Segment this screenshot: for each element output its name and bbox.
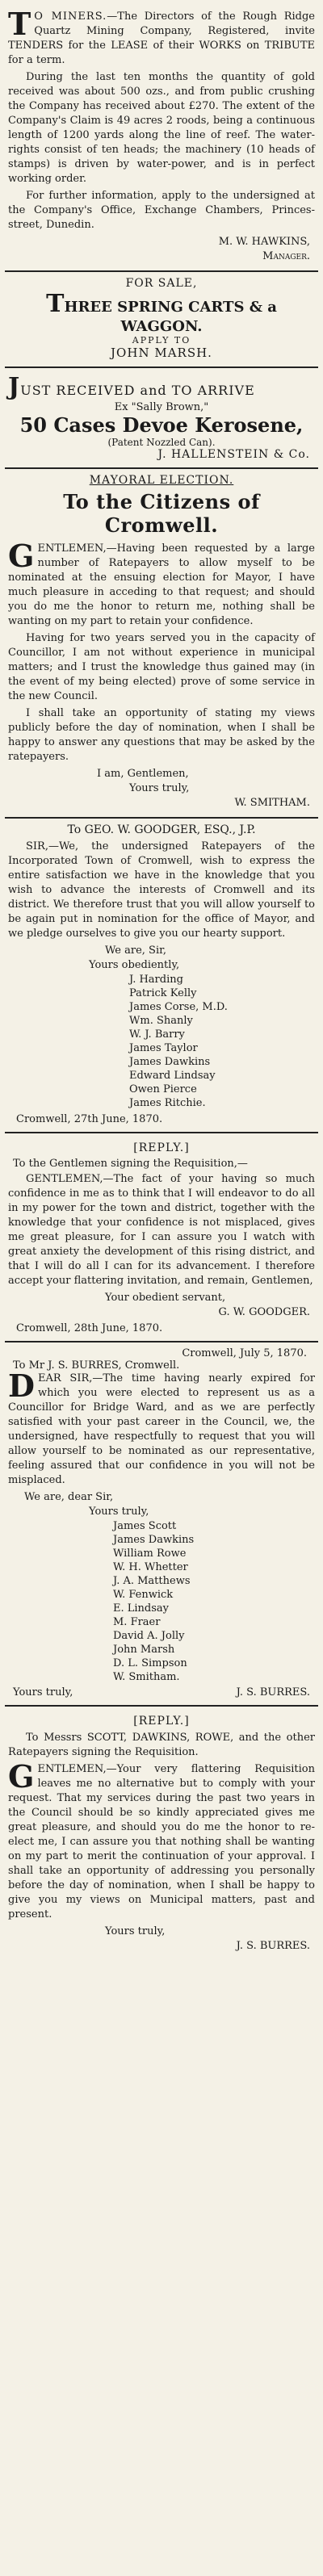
- closing: I am, Gentlemen,: [97, 768, 189, 780]
- ship-line: Ex "Sally Brown,": [114, 401, 209, 413]
- election-paragraph-2: Having for two years served you in the capacity of Councillor, I am not without experience in municipal matters; and I trust the knowledge thus gained may (in the event of my being elected) prove of some service in the new Council.: [8, 632, 315, 702]
- signatory-name: Edward Lindsay: [129, 1070, 216, 1082]
- closing: Yours truly,: [105, 1925, 166, 1937]
- kerosene-headline: 50 Cases Devoe Kerosene,: [19, 413, 304, 437]
- addressee: To the Gentlemen signing the Requisition,—: [13, 1158, 248, 1170]
- addressee: To Mr J. S. BURRES, Cromwell.: [13, 1359, 180, 1372]
- mayoral-election-ad: [5, 469, 318, 819]
- sale-item-text: HREE SPRING CARTS & a WAGGON.: [64, 299, 277, 335]
- dateline: Cromwell, July 5, 1870.: [182, 1347, 307, 1359]
- signatory-name: James Dawkins: [113, 1534, 195, 1546]
- signatory-name: W. Fenwick: [113, 1589, 174, 1601]
- ad-heading: O MINERS.: [34, 10, 107, 23]
- signatory-name: Owen Pierce: [129, 1083, 197, 1095]
- merchant-name: J. HALLENSTEIN & Co.: [157, 448, 310, 461]
- signatory-name: D. L. Simpson: [113, 1657, 187, 1669]
- burres-reply: [5, 1707, 318, 1960]
- kerosene-subline: (Patent Nozzled Can).: [107, 437, 216, 448]
- reply-paragraph: GENTLEMEN,—The fact of your having so much confidence in me as to think that I will endeavor to do all in my power for the town and district, together with the knowledge that your confidence is not misplaced, gives me great pleasure, for I can assure you I watch with great anxiety the development of this rising district, and that I will do all I can for its advancement. I therefore accept your flattering invitation, and remain, Gentlemen,: [8, 1173, 315, 1287]
- we-are: We are, dear Sir,: [24, 1491, 114, 1503]
- addressee: To GEO. W. GOODGER, ESQ., J.P.: [67, 823, 256, 836]
- signatory-name: E. Lindsay: [113, 1602, 170, 1615]
- signatory-name: William Rowe: [113, 1548, 187, 1560]
- dateline: Cromwell, 27th June, 1870.: [16, 1113, 163, 1125]
- closing-2: Yours truly,: [129, 782, 190, 794]
- mining-paragraph-3: For further information, apply to the undersigned at the Company's Office, Exchange Chambers, Princes-street, Dunedin.: [8, 190, 315, 231]
- sale-item: [8, 290, 315, 335]
- dropcap: G: [8, 538, 35, 574]
- signature: M. W. HAWKINS,: [218, 236, 310, 248]
- signatory-name: James Dawkins: [129, 1056, 211, 1068]
- reply-label: [REPLY.]: [133, 1141, 190, 1154]
- signature-title: Manager.: [262, 250, 310, 262]
- reply-paragraph: [8, 1758, 315, 1922]
- closing: Yours truly,: [13, 1686, 73, 1698]
- we-are: We are, Sir,: [105, 945, 167, 957]
- goodger-requisition: [5, 819, 318, 1133]
- goodger-reply: [5, 1133, 318, 1342]
- requisition-paragraph: SIR,—We, the undersigned Ratepayers of the Incorporated Town of Cromwell, wish to express the entire satisfaction we have in the knowledge that you wish to advance the interests of Cromwell and its district. We therefore trust that you will allow yourself to be again put in nomination for the office of Mayor, and we pledge ourselves to give you our hearty support.: [8, 840, 315, 940]
- signature: G. W. GOODGER.: [218, 1306, 310, 1318]
- signatory-name: Patrick Kelly: [129, 987, 197, 999]
- paragraph-text: ENTLEMEN,—Having been requested by a large number of Ratepayers to allow myself to be nominated at the ensuing election for Mayor, I have much pleasure in acceding to that request; and should you do me the honor to return me, nothing shall be wanting on my part to retain your confidence.: [8, 542, 315, 627]
- for-sale-ad: [5, 272, 318, 368]
- ad-heading: [8, 373, 315, 401]
- dropcap: T: [8, 6, 31, 42]
- closing: Your obedient servant,: [105, 1292, 226, 1304]
- mining-tender-ad: [5, 5, 318, 272]
- paragraph-text: EAR SIR,—The time having nearly expired for which you were elected to represent us as a Councillor for Bridge Ward, and as we are perfectly satisfied with your past career in the Council, we, the undersigned, have respectfully to request that you will allow yourself to be nominated as our representative, feeling assured that our confidence in you will not be misplaced.: [8, 1372, 315, 1486]
- addressee: To Messrs SCOTT, DAWKINS, ROWE, and the other Ratepayers signing the Requisition.: [8, 1732, 315, 1758]
- dropcap: J: [8, 373, 21, 401]
- signature: J. S. BURRES.: [236, 1940, 310, 1952]
- kerosene-ad: [5, 368, 318, 469]
- signatory-name: W. Smitham.: [113, 1671, 180, 1683]
- yours: Yours obediently,: [89, 959, 180, 971]
- signatory-name: W. J. Barry: [129, 1028, 185, 1041]
- mining-paragraph-1: [8, 6, 316, 68]
- signatory-name: James Corse, M.D.: [129, 1001, 228, 1013]
- apply-to-label: APPLY TO: [132, 335, 191, 346]
- signatory-list: [8, 973, 315, 1110]
- signature: J. S. BURRES.: [236, 1686, 310, 1698]
- dropcap: T: [46, 290, 65, 318]
- signatory-name: David A. Jolly: [113, 1630, 185, 1642]
- ad-heading-text: UST RECEIVED and TO ARRIVE: [20, 383, 255, 398]
- ad-heading: FOR SALE,: [125, 277, 198, 290]
- signatory-name: James Scott: [113, 1520, 177, 1532]
- signatory-name: John Marsh: [113, 1644, 175, 1656]
- signatory-name: W. H. Whetter: [113, 1561, 188, 1573]
- burres-requisition: [5, 1342, 318, 1707]
- signatory-name: M. Fraer: [113, 1616, 161, 1628]
- signatory-name: J. Harding: [129, 974, 183, 986]
- signatory-list: [8, 1519, 315, 1684]
- ad-text: —The Directors of the Rough Ridge Quartz Mining Company, Registered, invite TENDERS for the LEASE of their WORKS on TRIBUTE for a term.: [8, 10, 316, 66]
- signatory-name: James Ritchie.: [129, 1097, 206, 1109]
- requisition-paragraph: [8, 1368, 315, 1488]
- signatory-name: J. A. Matthews: [113, 1575, 191, 1587]
- ad-title: To the Citizens of Cromwell.: [63, 490, 260, 537]
- mining-paragraph-2: During the last ten months the quantity of gold received was about 500 ozs., and from public crushing the Company has received about £270. The extent of the Company's Claim is 49 acres 2 roods, being a continuous length of 1200 yards along the line of reef. The water-rights consist of ten heads; the machinery (10 heads of stamps) is driven by water-power, and is in perfect working order.: [8, 71, 315, 185]
- signatory-name: Wm. Shanly: [129, 1015, 193, 1027]
- dropcap: G: [8, 1758, 35, 1795]
- advertiser-name: JOHN MARSH.: [111, 346, 212, 360]
- signature-line: [8, 1686, 315, 1698]
- dropcap: D: [8, 1368, 35, 1404]
- newspaper-column: [5, 0, 318, 1960]
- election-paragraph-3: I shall take an opportunity of stating my views publicly before the day of nomination, when I shall be happy to answer any questions that may be asked by the ratepayers.: [8, 707, 315, 763]
- yours: Yours truly,: [89, 1506, 149, 1518]
- ad-heading: MAYORAL ELECTION.: [89, 474, 234, 487]
- signature: W. SMITHAM.: [234, 797, 310, 809]
- election-paragraph-1: [8, 538, 315, 629]
- signatory-name: James Taylor: [129, 1042, 198, 1054]
- paragraph-text: ENTLEMEN,—Your very flattering Requisition leaves me no alternative but to comply with your request. That my services during the past two years in the Council should be so kindly appreciated gives me great pleasure, and should you do me the honor to re-elect me, I can assure you that nothing shall be wanting on my part to merit the continuation of your approval. I shall take an opportunity of addressing you personally before the day of nomination, when I shall be happy to give you my views on Municipal matters, past and present.: [8, 1763, 315, 1920]
- dateline: Cromwell, 28th June, 1870.: [16, 1322, 163, 1334]
- reply-label: [REPLY.]: [133, 1715, 190, 1728]
